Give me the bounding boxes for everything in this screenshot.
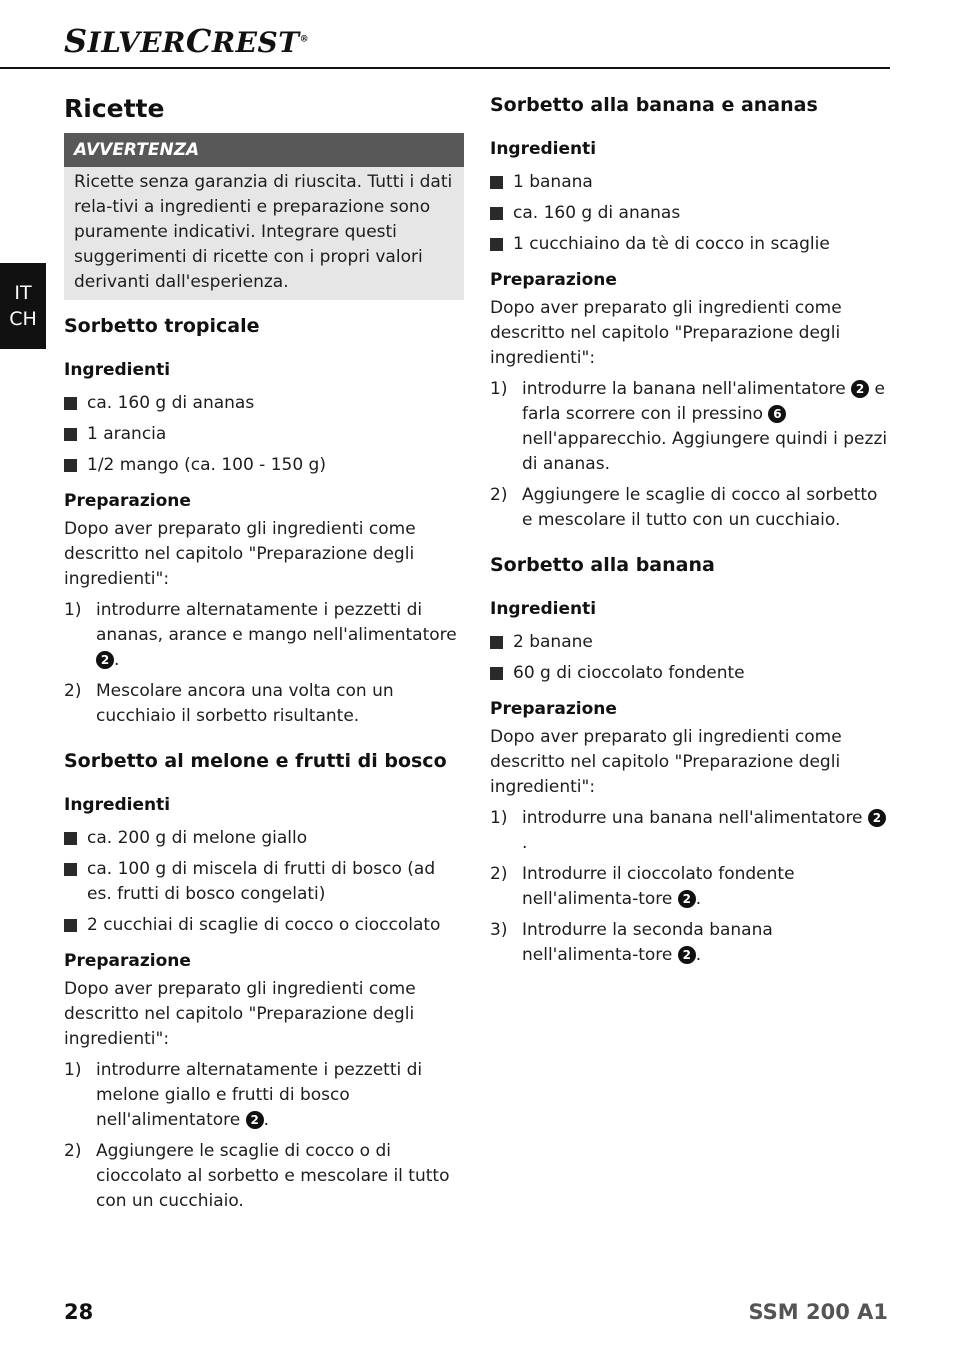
list-item: ca. 100 g di miscela di frutti di bosco (ad es. frutti di bosco congelati) bbox=[64, 857, 464, 907]
ingredients-list bbox=[490, 630, 890, 686]
preparation-label: Preparazione bbox=[64, 951, 191, 971]
ingredients-list bbox=[490, 170, 890, 257]
list-item: 2 banane bbox=[490, 630, 890, 655]
square-bullet-icon bbox=[490, 636, 503, 649]
header-divider bbox=[0, 67, 890, 69]
component-2-icon: 2 bbox=[851, 380, 869, 398]
ingredients-label: Ingredienti bbox=[490, 599, 597, 619]
square-bullet-icon bbox=[490, 207, 503, 220]
warning-text: Ricette senza garanzia di riuscita. Tutti i dati rela-tivi a ingredienti e preparazione sono puramente indicativi. Integrare questi suggerimenti di ricette con i propri valori derivanti dall'esperienza. bbox=[64, 167, 464, 300]
preparation-intro: Dopo aver preparato gli ingredienti come descritto nel capitolo "Preparazione degli ingredienti": bbox=[64, 979, 416, 1049]
list-item: 3) Introdurre la seconda banana nell'alimenta-tore 2 . bbox=[490, 920, 773, 965]
list-item: 2 cucchiai di scaglie di cocco o cioccolato bbox=[64, 913, 464, 938]
square-bullet-icon bbox=[490, 176, 503, 189]
list-item: ca. 200 g di melone giallo bbox=[64, 826, 464, 851]
steps-list bbox=[490, 377, 890, 533]
list-item: ca. 160 g di ananas bbox=[64, 391, 464, 416]
list-item: ca. 160 g di ananas bbox=[490, 201, 890, 226]
preparation-label: Preparazione bbox=[490, 270, 617, 290]
square-bullet-icon bbox=[64, 397, 77, 410]
square-bullet-icon bbox=[64, 863, 77, 876]
square-bullet-icon bbox=[490, 667, 503, 680]
list-item: 1) introdurre alternatamente i pezzetti di melone giallo e frutti di bosco nell'alimentatore 2 . bbox=[64, 1060, 423, 1130]
warning-box bbox=[64, 133, 464, 300]
list-item: 2) Aggiungere le scaglie di cocco al sorbetto e mescolare il tutto con un cucchiaio. bbox=[490, 485, 878, 530]
warning-heading: AVVERTENZA bbox=[64, 133, 464, 167]
steps-list bbox=[490, 806, 890, 968]
list-item: 1 cucchiaino da tè di cocco in scaglie bbox=[490, 232, 890, 257]
square-bullet-icon bbox=[64, 459, 77, 472]
preparation-intro: Dopo aver preparato gli ingredienti come descritto nel capitolo "Preparazione degli ingredienti": bbox=[64, 519, 416, 589]
language-tab bbox=[0, 263, 46, 349]
preparation-intro: Dopo aver preparato gli ingredienti come descritto nel capitolo "Preparazione degli ingredienti": bbox=[490, 298, 842, 368]
component-2-icon: 2 bbox=[96, 651, 114, 669]
left-column bbox=[64, 92, 464, 1220]
brand-logo: SILVERCREST® bbox=[64, 22, 310, 60]
square-bullet-icon bbox=[64, 832, 77, 845]
page-number: 28 bbox=[64, 1300, 94, 1324]
language-tab-it: IT bbox=[14, 282, 32, 304]
list-item: 1 banana bbox=[490, 170, 890, 195]
list-item: 2) Aggiungere le scaglie di cocco o di cioccolato al sorbetto e mescolare il tutto con un cucchiaio. bbox=[64, 1141, 450, 1211]
model-number: SSM 200 A1 bbox=[748, 1300, 888, 1324]
list-item: 1) introdurre alternatamente i pezzetti di ananas, arance e mango nell'alimentatore 2 . bbox=[64, 600, 457, 670]
ingredients-label: Ingredienti bbox=[64, 795, 171, 815]
language-tab-ch: CH bbox=[9, 308, 37, 330]
recipe-title: Sorbetto al melone e frutti di bosco bbox=[64, 750, 447, 772]
preparation-label: Preparazione bbox=[490, 699, 617, 719]
list-item: 1/2 mango (ca. 100 - 150 g) bbox=[64, 453, 464, 478]
ingredients-list bbox=[64, 826, 464, 938]
square-bullet-icon bbox=[490, 238, 503, 251]
list-item: 1 arancia bbox=[64, 422, 464, 447]
recipe-title: Sorbetto tropicale bbox=[64, 315, 260, 337]
component-2-icon: 2 bbox=[678, 890, 696, 908]
list-item: 60 g di cioccolato fondente bbox=[490, 661, 890, 686]
page-title: Ricette bbox=[64, 94, 165, 123]
component-6-icon: 6 bbox=[768, 405, 786, 423]
component-2-icon: 2 bbox=[868, 809, 886, 827]
list-item: 2) Mescolare ancora una volta con un cucchiaio il sorbetto risultante. bbox=[64, 681, 394, 726]
recipe-title: Sorbetto alla banana e ananas bbox=[490, 94, 818, 116]
component-2-icon: 2 bbox=[246, 1111, 264, 1129]
preparation-label: Preparazione bbox=[64, 491, 191, 511]
component-2-icon: 2 bbox=[678, 946, 696, 964]
ingredients-label: Ingredienti bbox=[64, 360, 171, 380]
recipe-sorbetto-tropicale bbox=[64, 313, 464, 729]
recipe-sorbetto-melone bbox=[64, 748, 464, 1214]
ingredients-label: Ingredienti bbox=[490, 139, 597, 159]
ingredients-list bbox=[64, 391, 464, 478]
recipe-sorbetto-banana bbox=[490, 552, 890, 968]
list-item: 2) Introdurre il cioccolato fondente nell'alimenta-tore 2 . bbox=[490, 864, 795, 909]
square-bullet-icon bbox=[64, 919, 77, 932]
square-bullet-icon bbox=[64, 428, 77, 441]
recipe-sorbetto-banana-ananas bbox=[490, 92, 890, 533]
right-column bbox=[490, 92, 890, 974]
recipe-title: Sorbetto alla banana bbox=[490, 554, 715, 576]
list-item: 1) introdurre una banana nell'alimentatore 2. bbox=[490, 806, 890, 856]
preparation-intro: Dopo aver preparato gli ingredienti come descritto nel capitolo "Preparazione degli ingredienti": bbox=[490, 727, 842, 797]
list-item: 1) introdurre la banana nell'alimentatore 2 e farla scorrere con il pressino 6 nell'apparecchio. Aggiungere quindi i pezzi di ananas. bbox=[490, 379, 888, 474]
steps-list bbox=[64, 1058, 464, 1214]
steps-list bbox=[64, 598, 464, 729]
